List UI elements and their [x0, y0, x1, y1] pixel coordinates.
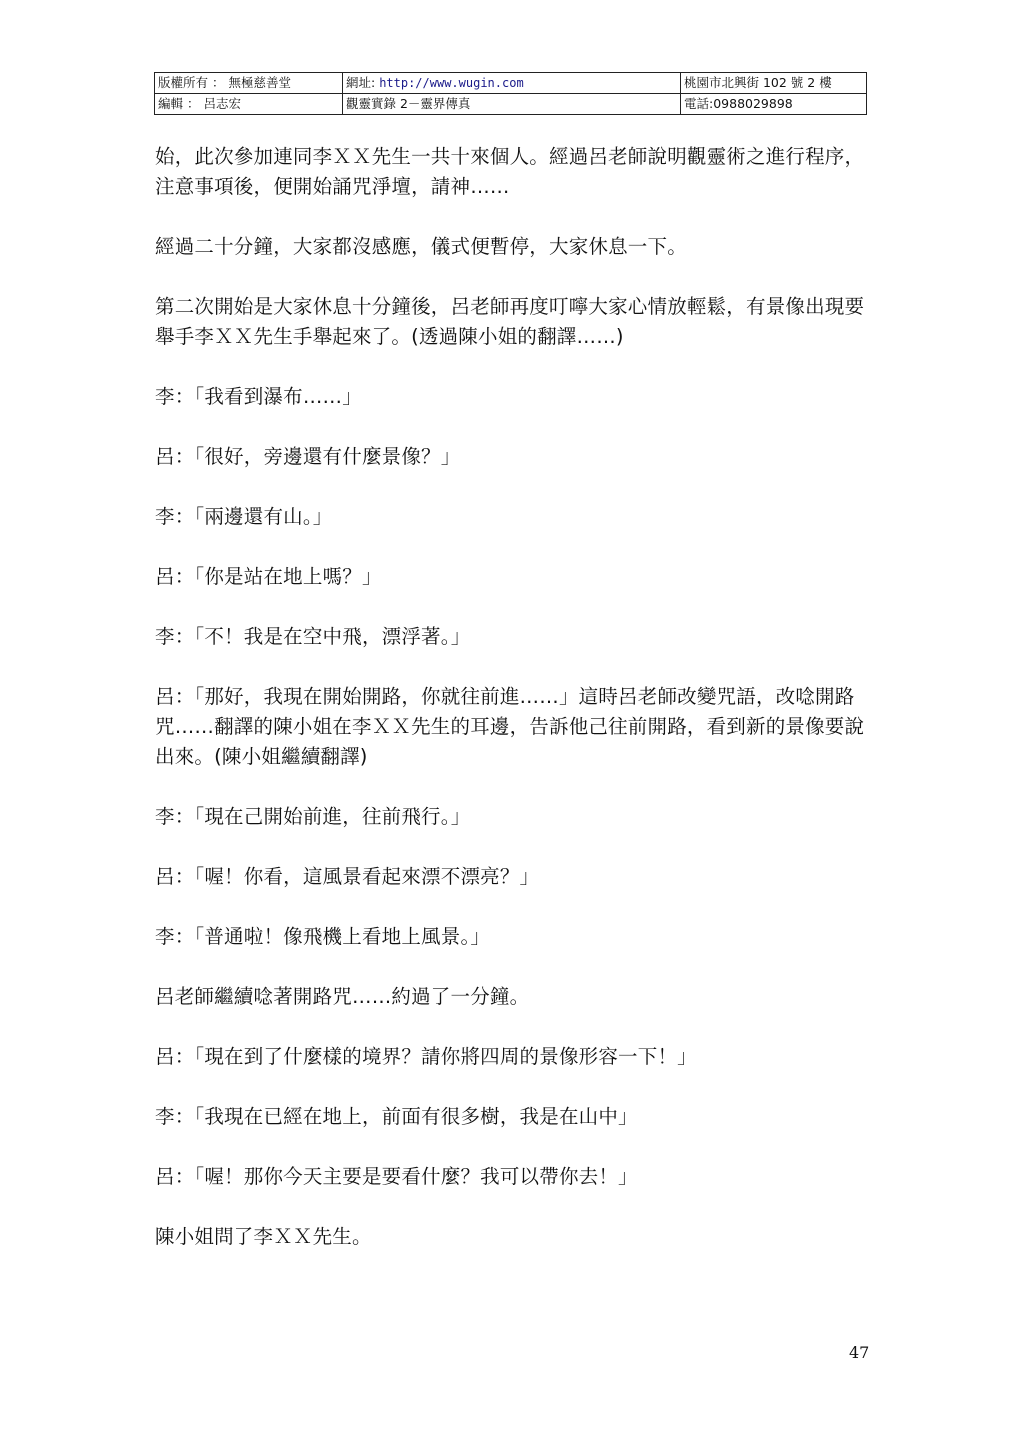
- paragraph: 呂：「喔！你看，這風景看起來漂不漂亮？」: [155, 865, 540, 888]
- website-link[interactable]: http://www.wugin.com: [379, 76, 524, 90]
- paragraph: 第二次開始是大家休息十分鐘後，呂老師再度叮嚀大家心情放輕鬆，有景像出現要舉手李ＸＸ先生手舉起來了。(透過陳小姐的翻譯……): [155, 295, 865, 348]
- paragraph: 呂：「你是站在地上嗎？」: [155, 565, 382, 588]
- paragraph: 經過二十分鐘，大家都沒感應，儀式便暫停，大家休息一下。: [155, 235, 687, 258]
- website-cell: [343, 73, 681, 94]
- paragraph: 陳小姐問了李ＸＸ先生。: [155, 1225, 372, 1248]
- paragraph: 呂：「喔！那你今天主要是要看什麼？我可以帶你去！」: [155, 1165, 638, 1188]
- website-prefix: 網址:: [346, 75, 380, 90]
- paragraph: 李：「普通啦！像飛機上看地上風景。」: [155, 925, 491, 948]
- paragraph: 始，此次參加連同李ＸＸ先生一共十來個人。經過呂老師說明觀靈術之進行程序，注意事項後，便開始誦咒淨壇，請神……: [155, 145, 865, 198]
- phone-cell: 電話:0988029898: [681, 94, 867, 115]
- editor-cell: 編輯 ： 呂志宏: [155, 94, 343, 115]
- paragraph: 李：「我現在已經在地上，前面有很多樹，我是在山中」: [155, 1105, 638, 1128]
- page-number: 47: [849, 1343, 870, 1362]
- header-table: [154, 72, 867, 115]
- copyright-cell: 版權所有 ： 無極慈善堂: [155, 73, 343, 94]
- paragraph: 李：「我看到瀑布……」: [155, 385, 362, 408]
- paragraph: 李：「現在己開始前進，往前飛行。」: [155, 805, 471, 828]
- paragraph: 呂：「現在到了什麼樣的境界？請你將四周的景像形容一下！」: [155, 1045, 697, 1068]
- paragraph: 呂：「很好，旁邊還有什麼景像？」: [155, 445, 461, 468]
- paragraph: 呂：「那好，我現在開始開路，你就往前進……」這時呂老師改變咒語，改唸開路咒……翻譯的陳小姐在李ＸＸ先生的耳邊，告訴他己往前開路，看到新的景像要說出來。(陳小姐繼續翻譯): [155, 685, 865, 768]
- paragraph: 李：「兩邊還有山。」: [155, 505, 333, 528]
- header-row-1: [155, 73, 867, 94]
- book-title-cell: 觀靈實錄 2－靈界傳真: [343, 94, 681, 115]
- paragraph: 李：「不！我是在空中飛，漂浮著。」: [155, 625, 471, 648]
- address-cell: 桃園市北興街 102 號 2 樓: [681, 73, 867, 94]
- header-row-2: [155, 94, 867, 115]
- body-text: [155, 142, 869, 1282]
- paragraph: 呂老師繼續唸著開路咒……約過了一分鐘。: [155, 985, 530, 1008]
